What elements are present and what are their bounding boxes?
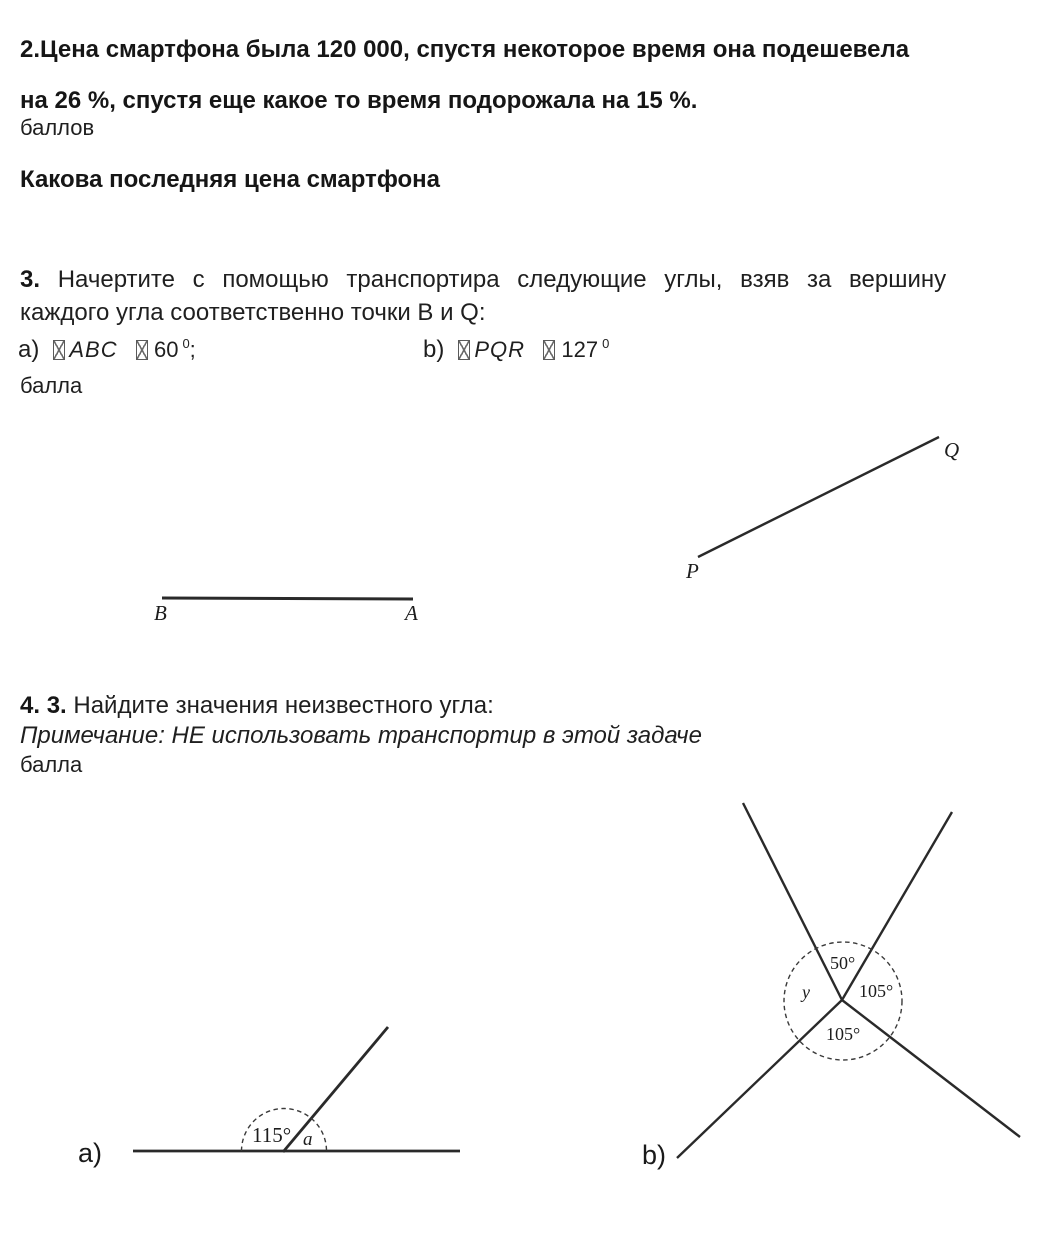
segment-ba xyxy=(162,598,413,599)
point-b-label: B xyxy=(154,601,167,625)
point-p-label: P xyxy=(686,559,699,583)
item-b-angle-name: PQR xyxy=(474,337,526,362)
problem3-line1-text: Начертите с помощью транспортира следующие углы, взяв за вершину xyxy=(57,266,947,293)
problem4-number: 3. xyxy=(46,692,67,719)
item-a-degrees: 60 xyxy=(153,337,179,362)
figure-b-angle-bottom: 105° xyxy=(826,1024,861,1044)
figure-b-ray-downright xyxy=(842,1000,1020,1137)
figure-a-unknown-angle: a xyxy=(303,1129,313,1150)
point-a-label: A xyxy=(405,601,418,625)
item-b-sup: 0 xyxy=(602,336,610,351)
item-a-label: a) xyxy=(18,336,40,363)
problem2-line1: 2.Цена смартфона была 120 000, спустя некоторое время она подешевела xyxy=(20,36,910,63)
problem2-line2: на 26 %, спустя еще какое то время подорожала на 15 %. xyxy=(20,87,698,114)
item-a-angle-name: ABC xyxy=(69,337,118,362)
segment-pq xyxy=(698,437,939,557)
problem3-number: 3. xyxy=(20,266,41,293)
figure-b-angle-right: 105° xyxy=(859,981,894,1001)
problem4-number-prefix: 4. xyxy=(20,692,41,719)
problem3-line2: каждого угла соответственно точки B и Q: xyxy=(20,299,486,326)
figure-b-ray-downleft xyxy=(677,1000,842,1158)
figure-a-caption: a) xyxy=(78,1138,103,1168)
item-a-tail: ; xyxy=(189,337,196,362)
figure-b-angle-top: 50° xyxy=(830,953,856,973)
figure-b-caption: b) xyxy=(642,1140,667,1170)
figure-b-unknown-angle: y xyxy=(802,982,810,1002)
item-b-label: b) xyxy=(423,336,445,363)
problem3-points-label: балла xyxy=(20,373,83,398)
problem2-question: Какова последняя цена смартфона xyxy=(20,166,440,193)
item-b-degrees: 127 xyxy=(561,337,599,362)
figure-a-known-angle: 115° xyxy=(252,1123,292,1147)
item-a-sup: 0 xyxy=(182,336,190,351)
figure-a-ray xyxy=(283,1027,388,1152)
problem4-points-label: балла xyxy=(20,752,83,777)
figure-b-ray-upright xyxy=(842,812,952,1000)
problem2-points-label: баллов xyxy=(20,115,95,140)
problem4-note: Примечание: НЕ использовать транспортир в этой задаче xyxy=(20,722,702,749)
problem4-title-text: Найдите значения неизвестного угла: xyxy=(73,692,494,719)
point-q-label: Q xyxy=(944,438,960,462)
